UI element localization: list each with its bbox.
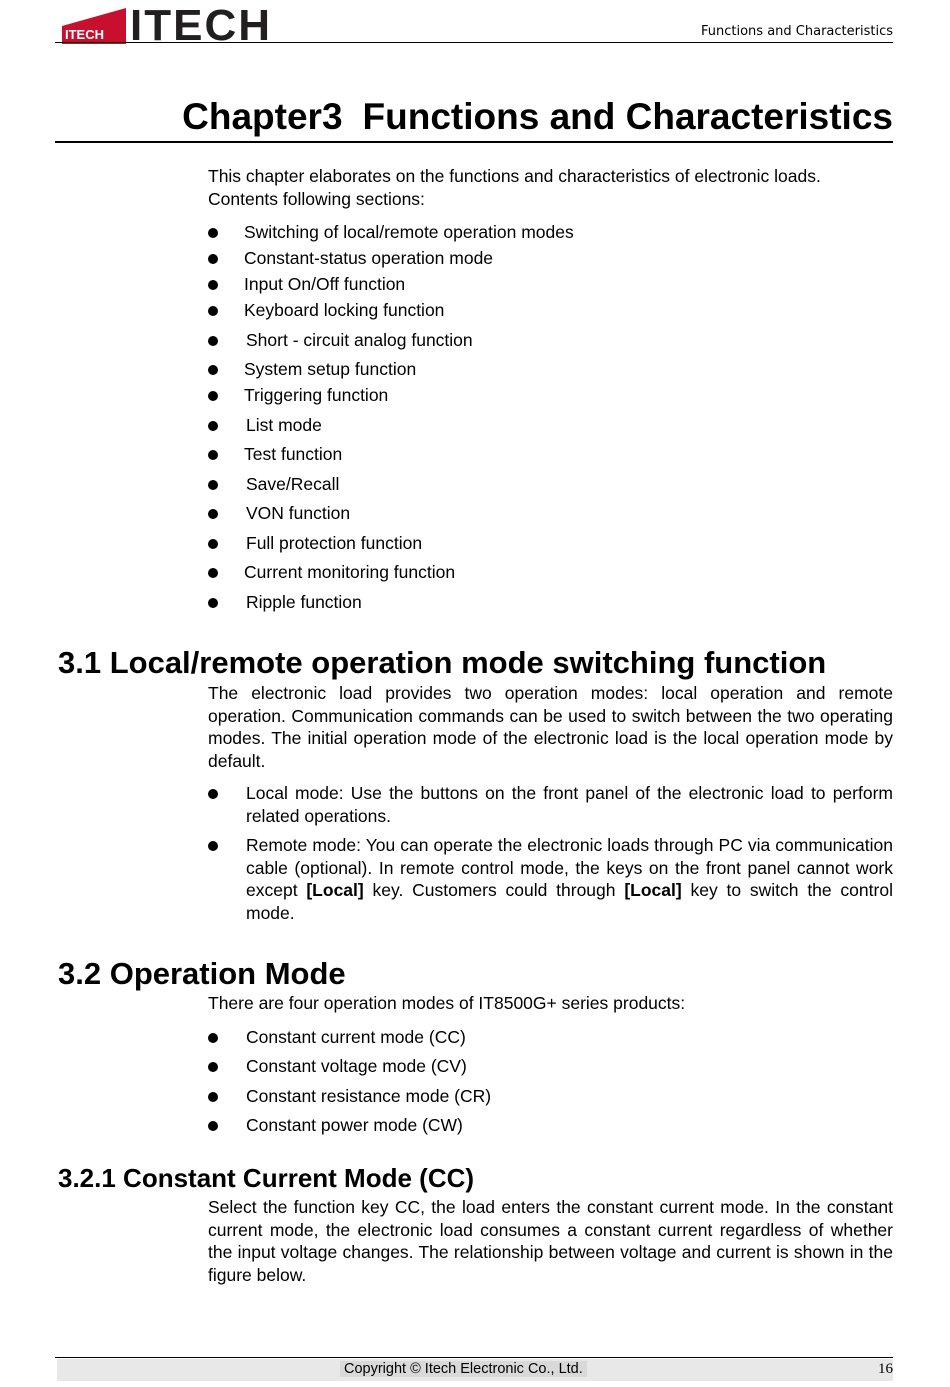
- list-item: [208, 834, 893, 924]
- intro-paragraph: [208, 165, 893, 210]
- bullet-icon: [208, 539, 218, 549]
- list-item-text: Constant current mode (CC): [246, 1027, 466, 1047]
- bullet-icon: [208, 336, 218, 346]
- logo-mark: [62, 8, 126, 44]
- list-item-text: Constant power mode (CW): [246, 1115, 463, 1135]
- intro-line-1: This chapter elaborates on the functions and characteristics of electronic loads.: [208, 166, 821, 186]
- bullet-icon: [208, 254, 218, 264]
- list-item-text: Triggering function: [244, 385, 389, 405]
- bullet-icon: [208, 598, 218, 608]
- page-number: 16: [878, 1361, 893, 1377]
- bullet-icon: [208, 421, 218, 431]
- logo-small-text: ITECH: [65, 27, 104, 42]
- list-item-text: Short - circuit analog function: [246, 330, 473, 350]
- bullet-icon: [208, 568, 218, 578]
- bullet-icon: [208, 1092, 218, 1102]
- list-item-text: Current monitoring function: [244, 562, 456, 582]
- footer-divider: [55, 1357, 893, 1358]
- chapter-number: Chapter3: [182, 96, 343, 137]
- section-3-2-1-paragraph: Select the function key CC, the load enters the constant current mode. In the constant current mode, the electronic load consumes a constant current regardless of whether the input voltage changes. The relationship between voltage and current is shown in the figure below.: [208, 1197, 893, 1285]
- intro-line-2: Contents following sections:: [208, 188, 425, 209]
- chapter-title: [182, 96, 893, 138]
- list-item: [208, 782, 893, 827]
- footer-copyright: Copyright © Itech Electronic Co., Ltd.: [340, 1361, 587, 1377]
- header-divider: [55, 42, 893, 43]
- chapter-name: Functions and Characteristics: [362, 96, 893, 137]
- bullet-icon: [208, 365, 218, 375]
- local-mode-text: Local mode: Use the buttons on the front panel of the electronic load to perform related operations.: [246, 783, 893, 826]
- bullet-icon: [208, 509, 218, 519]
- list-item-text: Ripple function: [246, 592, 362, 612]
- list-item-text: Full protection function: [246, 533, 423, 553]
- list-item-text: VON function: [246, 503, 351, 523]
- running-header: Functions and Characteristics: [701, 24, 893, 39]
- section-3-1-paragraph: The electronic load provides two operation modes: local operation and remote operation. Communication commands can be used to switch between the two operating modes. The initial operation mode of the electronic load is the local operation mode by default.: [208, 683, 893, 771]
- section-heading-3-2: 3.2 Operation Mode: [58, 956, 346, 991]
- remote-mode-part-2: key. Customers could through: [372, 880, 616, 900]
- list-item-text: Constant voltage mode (CV): [246, 1056, 467, 1076]
- bullet-icon: [208, 1062, 218, 1072]
- section-heading-3-2-1: 3.2.1 Constant Current Mode (CC): [58, 1163, 475, 1193]
- bullet-icon: [208, 789, 218, 799]
- bullet-icon: [208, 841, 218, 851]
- bullet-icon: [208, 450, 218, 460]
- list-item-text: Switching of local/remote operation modes: [244, 222, 574, 242]
- logo-text: ITECH: [130, 1, 272, 50]
- section-heading-3-1: 3.1 Local/remote operation mode switching function: [58, 645, 827, 680]
- itech-logo: [62, 1, 272, 50]
- list-item-text: List mode: [246, 415, 322, 435]
- chapter-divider: [55, 141, 893, 143]
- list-item-text: Keyboard locking function: [244, 300, 445, 320]
- bullet-icon: [208, 1033, 218, 1043]
- bullet-icon: [208, 228, 218, 238]
- bullet-icon: [208, 391, 218, 401]
- remote-mode-part-1: Remote mode: You can operate the electronic loads through PC via communication cable (optional). In remote control mode, the keys on the front panel cannot work except: [246, 835, 893, 900]
- local-key-label-2: [Local]: [624, 880, 682, 900]
- bullet-icon: [208, 1121, 218, 1131]
- list-item-text: Save/Recall: [246, 474, 340, 494]
- list-item-text: Constant-status operation mode: [244, 248, 494, 268]
- remote-mode-text: [246, 834, 893, 924]
- bullet-icon: [208, 306, 218, 316]
- bullet-icon: [208, 480, 218, 490]
- remote-mode-part-3: key to switch the control mode.: [246, 880, 893, 923]
- local-key-label: [Local]: [306, 880, 364, 900]
- list-item-text: System setup function: [244, 359, 417, 379]
- section-3-2-paragraph: There are four operation modes of IT8500G+ series products:: [208, 993, 686, 1013]
- list-item-text: Constant resistance mode (CR): [246, 1086, 492, 1106]
- list-item-text: Input On/Off function: [244, 274, 406, 294]
- bullet-icon: [208, 280, 218, 290]
- list-item-text: Test function: [244, 444, 343, 464]
